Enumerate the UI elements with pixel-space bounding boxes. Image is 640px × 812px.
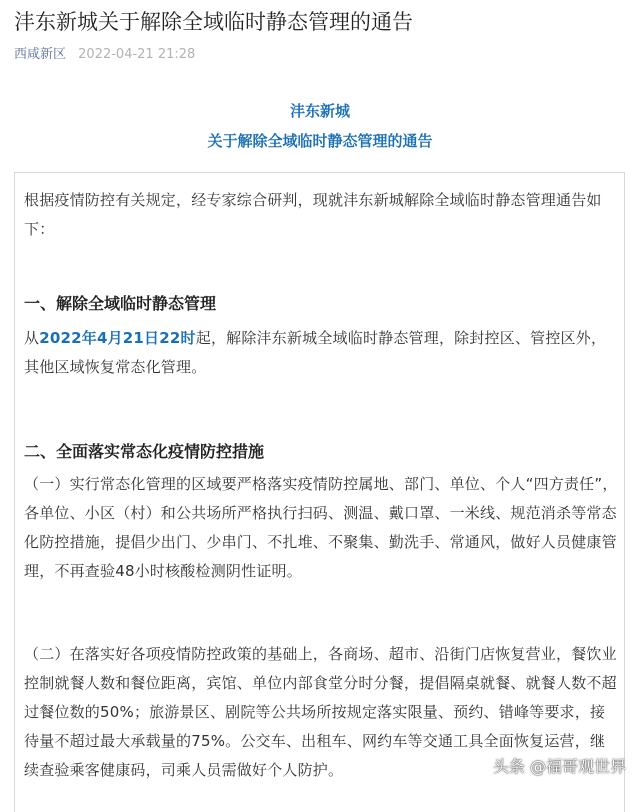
watermark-text: 头条 @福哥观世界 [492,757,626,776]
section2-paragraph1: （一）实行常态化管理的区域要严格落实疫情防控属地、部门、单位、个人“四方责任”，各单位、小区（村）和公共场所严格执行扫码、测温、戴口罩、一米线、规范消杀等常态化防控措施，提倡少出门、少串门、不扎堆、不聚集、勤洗手、常通风，做好人员健康管理，不再查验48小时核酸检测阴性证明。 [24,475,618,580]
notice-intro: 根据疫情防控有关规定，经专家综合研判，现就沣东新城解除全域临时静态管理通告如下： [24,191,602,238]
section1-date-highlight: 2022年4月21日22时 [39,329,196,347]
article-source-link[interactable]: 西咸新区 [14,47,67,62]
notice-heading-line2: 关于解除全域临时静态管理的通告 [207,132,433,150]
article-title: 沣东新城关于解除全域临时静态管理的通告 [14,10,413,34]
section2-paragraph2: （二）在落实好各项疫情防控政策的基础上，各商场、超市、沿街门店恢复营业，餐饮业控制就餐人数和餐位距离，宾馆、单位内部食堂分时分餐，提倡隔桌就餐、就餐人数不超过餐位数的50%；旅游景区、剧院等公共场所按规定落实限量、预约、错峰等要求，接待量不超过最大承载量的75%。公交车、出租车、网约车等交通工具全面恢复运营，继续查验乘客健康码，司乘人员需做好个人防护。 [24,645,617,779]
section1-prefix: 从 [24,329,40,347]
article-meta [14,46,195,64]
section1-rest: 起，解除沣东新城全域临时静态管理，除封控区、管控区外，其他区域恢复常态化管理。 [24,329,607,376]
article-timestamp: 2022-04-21 21:28 [78,47,196,62]
section1-body [24,324,618,382]
watermark [493,756,626,778]
section2-title: 二、全面落实常态化疫情防控措施 [24,442,265,461]
section1-title: 一、解除全域临时静态管理 [24,294,217,313]
notice-heading-line1: 沣东新城 [289,102,350,120]
